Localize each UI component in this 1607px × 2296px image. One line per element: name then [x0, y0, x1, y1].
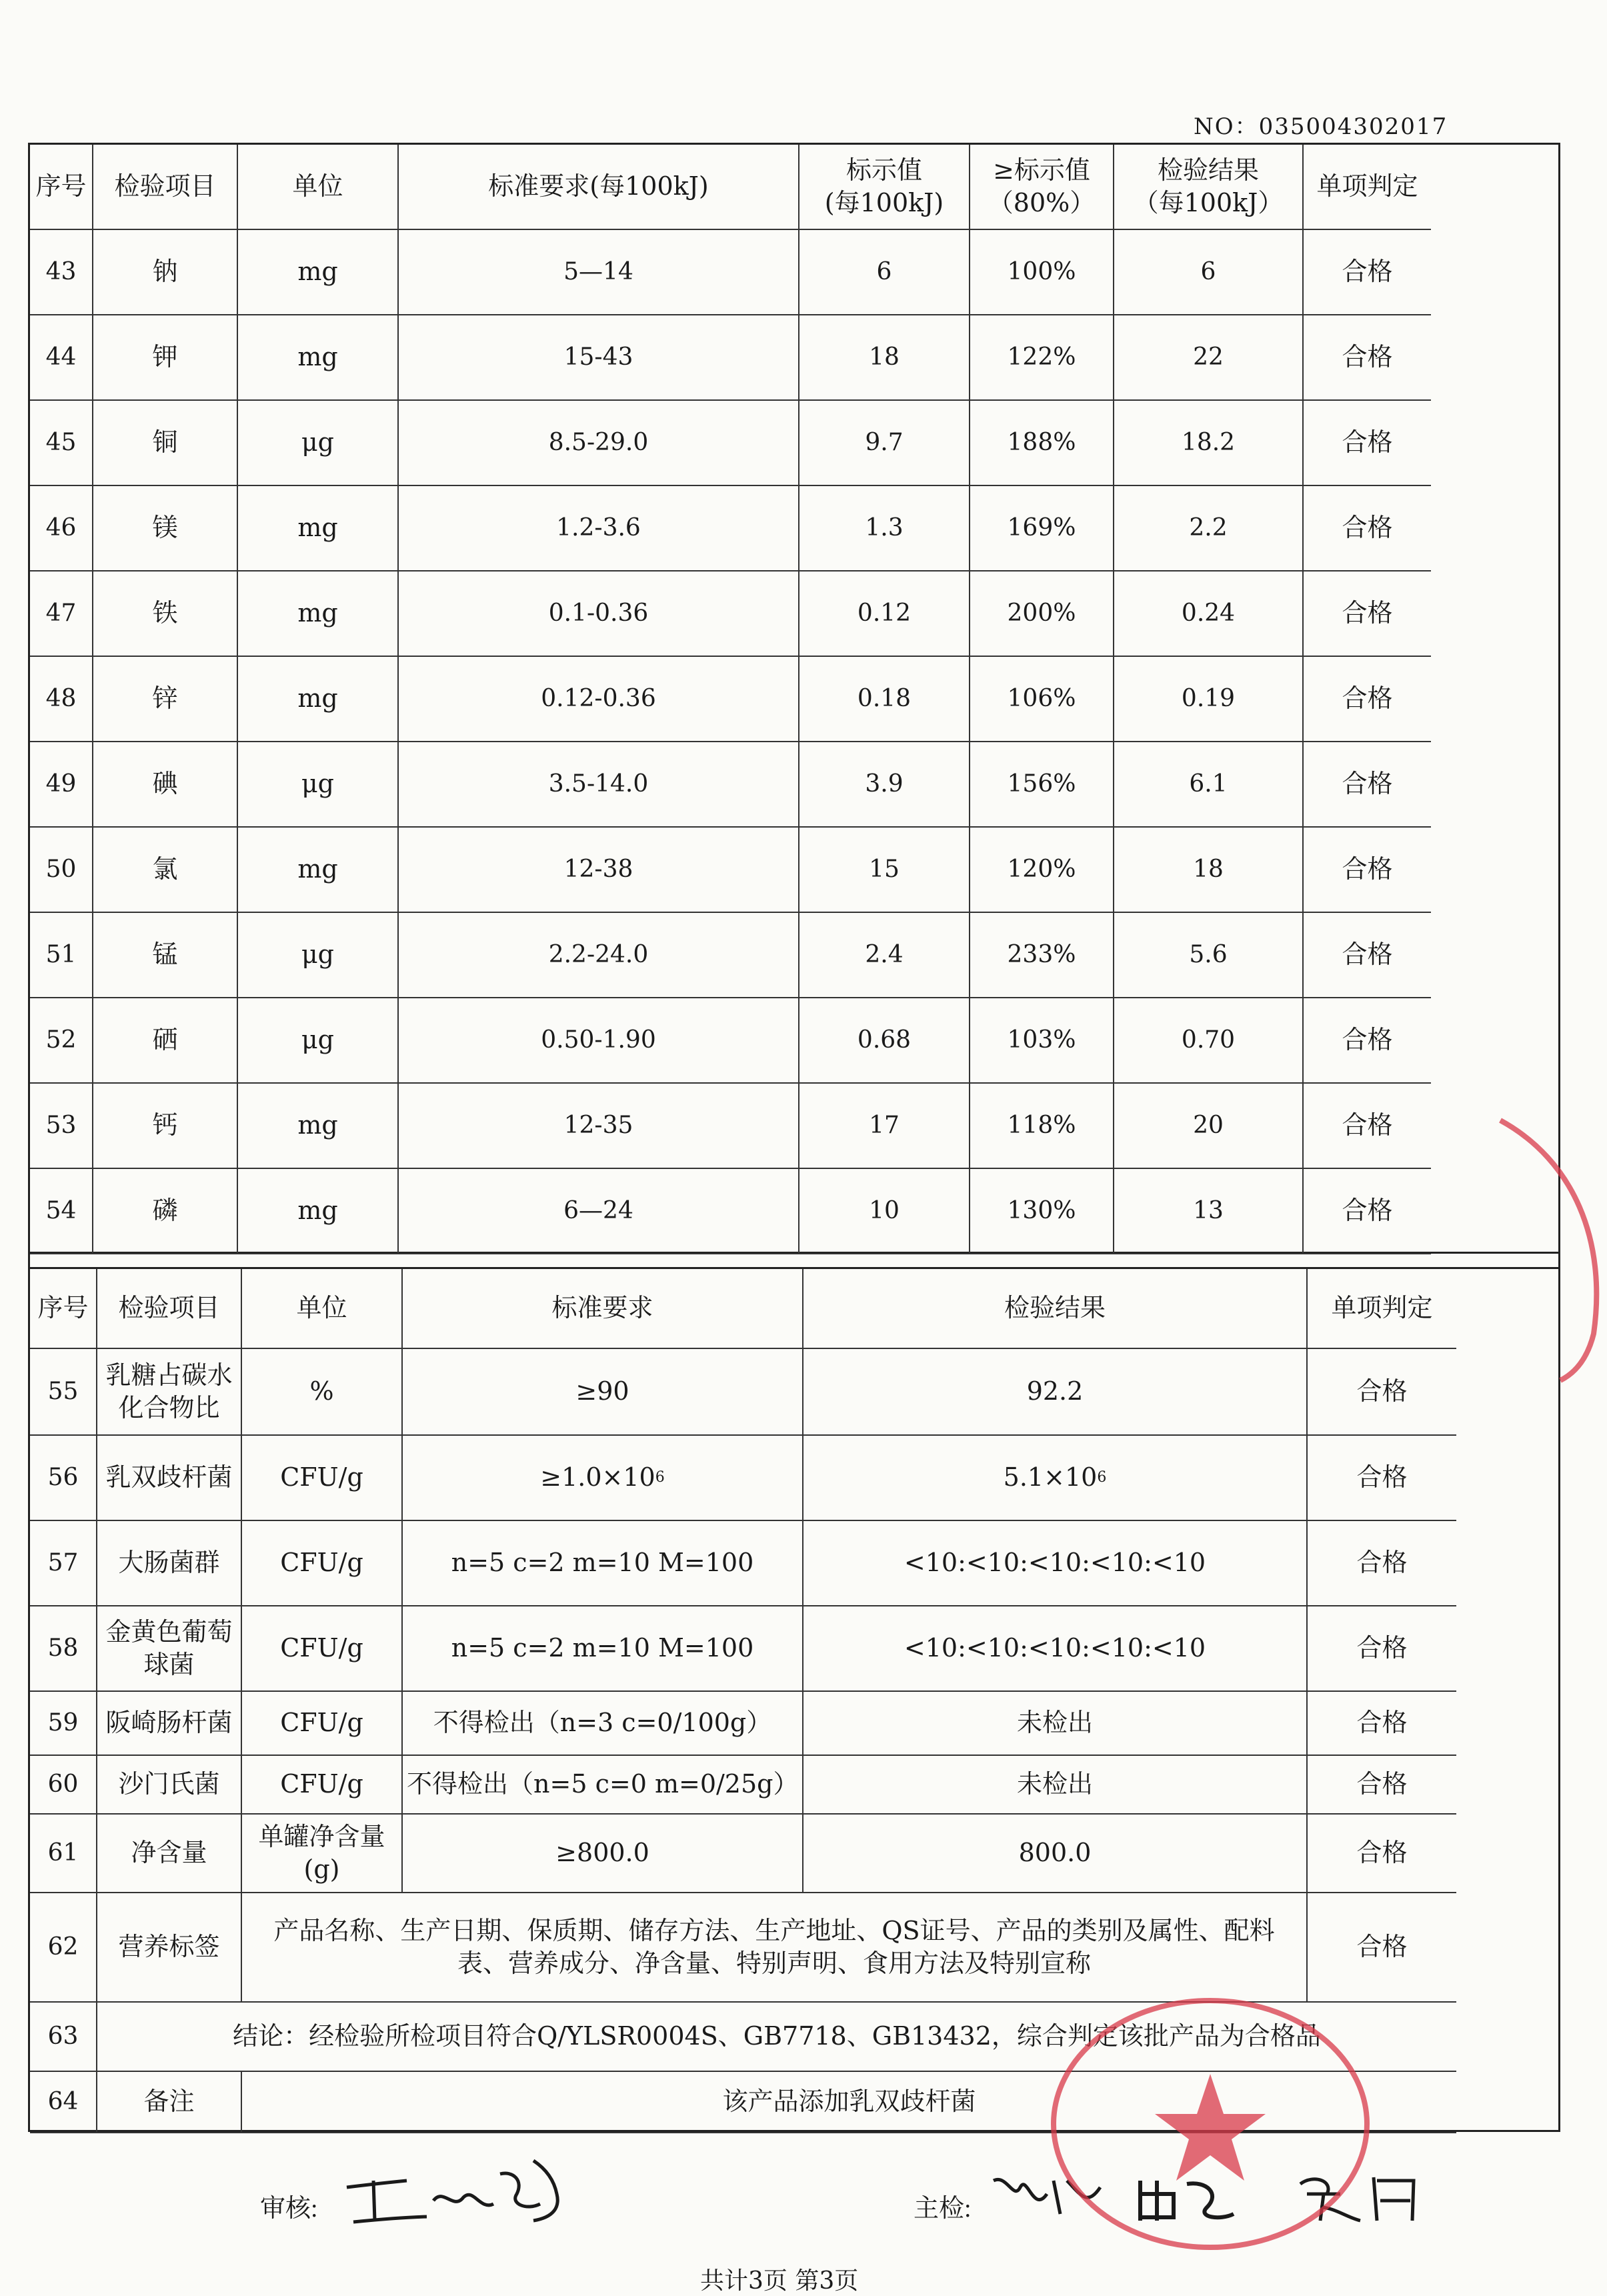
table2-cell: 61	[30, 1815, 97, 1893]
table1-header-cell: 单位	[238, 145, 399, 230]
table1-cell: 合格	[1304, 230, 1431, 315]
exponent: 6	[1097, 1468, 1107, 1486]
table1-cell: 100%	[970, 230, 1114, 315]
table1-cell: 233%	[970, 913, 1114, 998]
table2-cell: 合格	[1308, 1756, 1456, 1815]
table2-cell: ≥90	[403, 1349, 804, 1436]
table1-cell: 103%	[970, 998, 1114, 1084]
page-info: 共计3页 第3页	[700, 2267, 859, 2295]
table2-cell: 乳糖占碳水化合物比	[97, 1349, 242, 1436]
table2-cell: 净含量	[97, 1815, 242, 1893]
table2-cell: 合格	[1308, 1692, 1456, 1756]
table1-cell: 合格	[1304, 1169, 1431, 1254]
table1-cell: 0.18	[799, 657, 970, 742]
table2-cell	[804, 1436, 1308, 1521]
table1-cell: 钾	[93, 315, 238, 401]
table2-cell: 56	[30, 1436, 97, 1521]
table1-cell: 46	[30, 486, 93, 571]
table1-cell: μg	[238, 401, 399, 486]
table1-cell: 9.7	[799, 401, 970, 486]
row62-number: 62	[30, 1893, 97, 2003]
table1-cell: 18	[799, 315, 970, 401]
table1-cell: 合格	[1304, 828, 1431, 913]
table2-header-cell: 单位	[242, 1269, 403, 1349]
table2-cell: <10:<10:<10:<10:<10	[804, 1521, 1308, 1606]
table1-cell: 磷	[93, 1169, 238, 1254]
table1-cell: 130%	[970, 1169, 1114, 1254]
table2-cell: 合格	[1308, 1436, 1456, 1521]
table2-cell: n=5 c=2 m=10 M=100	[403, 1521, 804, 1606]
table2-cell: ≥800.0	[403, 1815, 804, 1893]
table1-cell: 54	[30, 1169, 93, 1254]
table1-cell: μg	[238, 742, 399, 828]
table2-cell: 57	[30, 1521, 97, 1606]
table1-cell: 13	[1114, 1169, 1304, 1254]
table1-cell: 15-43	[399, 315, 799, 401]
table1-cell: 3.9	[799, 742, 970, 828]
table1-cell: 合格	[1304, 913, 1431, 998]
row64-number: 64	[30, 2072, 97, 2133]
table2-header-cell: 检验结果	[804, 1269, 1308, 1349]
table1-cell: 0.68	[799, 998, 970, 1084]
table1-cell: 6.1	[1114, 742, 1304, 828]
table1-cell: 镁	[93, 486, 238, 571]
table1-cell: 合格	[1304, 998, 1431, 1084]
table1-cell: 6	[799, 230, 970, 315]
row63-number: 63	[30, 2003, 97, 2072]
table1-cell: mg	[238, 1084, 399, 1169]
table2-cell: 单罐净含量(g)	[242, 1815, 403, 1893]
table2-cell: 不得检出（n=5 c=0 m=0/25g）	[403, 1756, 804, 1815]
table1-cell: 22	[1114, 315, 1304, 401]
table1-cell: 18	[1114, 828, 1304, 913]
row62-judge: 合格	[1308, 1893, 1456, 2003]
table1-cell: 碘	[93, 742, 238, 828]
table1-cell: 52	[30, 998, 93, 1084]
table1-cell: mg	[238, 230, 399, 315]
table1-header-cell: ≥标示值 （80%）	[970, 145, 1114, 230]
table2-cell: 60	[30, 1756, 97, 1815]
table2-cell: %	[242, 1349, 403, 1436]
table2-cell: 800.0	[804, 1815, 1308, 1893]
table1-cell: 合格	[1304, 571, 1431, 657]
table1-cell: 2.2	[1114, 486, 1304, 571]
reviewer-signature	[333, 2147, 587, 2241]
table2-cell-value: ≥1.0×10	[540, 1462, 655, 1492]
table1-header-cell: 标示值 (每100kJ)	[799, 145, 970, 230]
nutrient-table	[28, 143, 1560, 1254]
table1-cell: 47	[30, 571, 93, 657]
table1-cell: 43	[30, 230, 93, 315]
table1-cell: 合格	[1304, 401, 1431, 486]
table1-cell: 0.1-0.36	[399, 571, 799, 657]
table1-cell: 18.2	[1114, 401, 1304, 486]
table1-cell: 6	[1114, 230, 1304, 315]
table1-cell: 200%	[970, 571, 1114, 657]
table1-cell: 8.5-29.0	[399, 401, 799, 486]
table1-header-cell: 检验结果 （每100kJ）	[1114, 145, 1304, 230]
table2-cell: 沙门氏菌	[97, 1756, 242, 1815]
table2-header-cell: 标准要求	[403, 1269, 804, 1349]
table2-cell: 合格	[1308, 1349, 1456, 1436]
table1-cell: μg	[238, 913, 399, 998]
table1-cell: mg	[238, 657, 399, 742]
table1-cell: 1.3	[799, 486, 970, 571]
table1-cell: 铁	[93, 571, 238, 657]
table2-cell: <10:<10:<10:<10:<10	[804, 1606, 1308, 1692]
table1-header-cell: 单项判定	[1304, 145, 1431, 230]
table2-cell: 未检出	[804, 1756, 1308, 1815]
table1-cell: 20	[1114, 1084, 1304, 1169]
table2-cell: 59	[30, 1692, 97, 1756]
table1-cell: 156%	[970, 742, 1114, 828]
table1-cell: 5.6	[1114, 913, 1304, 998]
table1-cell: 17	[799, 1084, 970, 1169]
table2-cell: 乳双歧杆菌	[97, 1436, 242, 1521]
table1-cell: 0.24	[1114, 571, 1304, 657]
table1-cell: 48	[30, 657, 93, 742]
table1-cell: 2.2-24.0	[399, 913, 799, 998]
table1-cell: mg	[238, 315, 399, 401]
table1-cell: 118%	[970, 1084, 1114, 1169]
table1-cell: 0.19	[1114, 657, 1304, 742]
table2-cell: 55	[30, 1349, 97, 1436]
table2-cell	[403, 1436, 804, 1521]
table1-cell: 51	[30, 913, 93, 998]
table1-cell: 0.12-0.36	[399, 657, 799, 742]
table-gap	[28, 1254, 1560, 1267]
table1-cell: 合格	[1304, 486, 1431, 571]
table1-cell: 0.70	[1114, 998, 1304, 1084]
table1-cell: mg	[238, 1169, 399, 1254]
table2-cell: 大肠菌群	[97, 1521, 242, 1606]
table1-cell: 合格	[1304, 657, 1431, 742]
table2-cell: CFU/g	[242, 1692, 403, 1756]
table1-cell: 15	[799, 828, 970, 913]
table1-cell: 45	[30, 401, 93, 486]
table2-cell: 不得检出（n=3 c=0/100g）	[403, 1692, 804, 1756]
table2-cell: CFU/g	[242, 1436, 403, 1521]
table2-cell: 合格	[1308, 1521, 1456, 1606]
table1-cell: 106%	[970, 657, 1114, 742]
inspector-label: 主检:	[914, 2195, 972, 2223]
remarks-label: 备注	[97, 2072, 242, 2133]
table2-cell-value: 5.1×10	[1003, 1462, 1098, 1492]
table1-cell: 锌	[93, 657, 238, 742]
table1-cell: 6—24	[399, 1169, 799, 1254]
table1-header-cell: 序号	[30, 145, 93, 230]
official-seal-bottom	[1040, 1987, 1387, 2267]
table1-cell: 10	[799, 1169, 970, 1254]
table2-cell: CFU/g	[242, 1606, 403, 1692]
table1-cell: 钠	[93, 230, 238, 315]
table1-cell: 氯	[93, 828, 238, 913]
table1-cell: 12-35	[399, 1084, 799, 1169]
table1-cell: 188%	[970, 401, 1114, 486]
table2-cell: 阪崎肠杆菌	[97, 1692, 242, 1756]
reviewer-label: 审核:	[260, 2195, 318, 2223]
table2-cell: 92.2	[804, 1349, 1308, 1436]
table1-cell: mg	[238, 571, 399, 657]
table2-cell: CFU/g	[242, 1521, 403, 1606]
table2-header-cell: 单项判定	[1308, 1269, 1456, 1349]
table1-cell: 49	[30, 742, 93, 828]
table1-cell: 0.12	[799, 571, 970, 657]
official-seal-right-edge	[1494, 1107, 1607, 1387]
table2-cell: 合格	[1308, 1606, 1456, 1692]
row62-content: 产品名称、生产日期、保质期、储存方法、生产地址、QS证号、产品的类别及属性、配料表、营养成分、净含量、特别声明、食用方法及特别宣称	[242, 1893, 1308, 2003]
table1-header-cell: 标准要求(每100kJ)	[399, 145, 799, 230]
conclusion-text: 结论：经检验所检项目符合Q/YLSR0004S、GB7718、GB13432，综合判定该批产品为合格品	[97, 2003, 1456, 2072]
table1-cell: 硒	[93, 998, 238, 1084]
table1-cell: 锰	[93, 913, 238, 998]
table1-cell: 0.50-1.90	[399, 998, 799, 1084]
document-number: NO：035004302017	[1194, 113, 1448, 140]
table1-cell: μg	[238, 998, 399, 1084]
table1-cell: 120%	[970, 828, 1114, 913]
table1-cell: 169%	[970, 486, 1114, 571]
table1-cell: mg	[238, 828, 399, 913]
table1-header-cell: 检验项目	[93, 145, 238, 230]
table2-cell: 合格	[1308, 1815, 1456, 1893]
table1-cell: 合格	[1304, 315, 1431, 401]
table2-cell: 58	[30, 1606, 97, 1692]
table1-cell: 铜	[93, 401, 238, 486]
table1-cell: 2.4	[799, 913, 970, 998]
table1-cell: 50	[30, 828, 93, 913]
row62-item: 营养标签	[97, 1893, 242, 2003]
table1-cell: 合格	[1304, 1084, 1431, 1169]
table1-cell: 44	[30, 315, 93, 401]
table1-cell: 12-38	[399, 828, 799, 913]
table2-cell: CFU/g	[242, 1756, 403, 1815]
table1-cell: 53	[30, 1084, 93, 1169]
table1-cell: 钙	[93, 1084, 238, 1169]
table2-cell: 未检出	[804, 1692, 1308, 1756]
table1-cell: 3.5-14.0	[399, 742, 799, 828]
table1-cell: 合格	[1304, 742, 1431, 828]
table2-cell: 金黄色葡萄球菌	[97, 1606, 242, 1692]
table1-cell: mg	[238, 486, 399, 571]
table1-cell: 5—14	[399, 230, 799, 315]
table1-cell: 1.2-3.6	[399, 486, 799, 571]
table1-cell: 122%	[970, 315, 1114, 401]
table2-cell: n=5 c=2 m=10 M=100	[403, 1606, 804, 1692]
exponent: 6	[655, 1468, 665, 1486]
table2-header-cell: 检验项目	[97, 1269, 242, 1349]
remarks-content: 该产品添加乳双歧杆菌	[242, 2072, 1456, 2133]
table2-header-cell: 序号	[30, 1269, 97, 1349]
